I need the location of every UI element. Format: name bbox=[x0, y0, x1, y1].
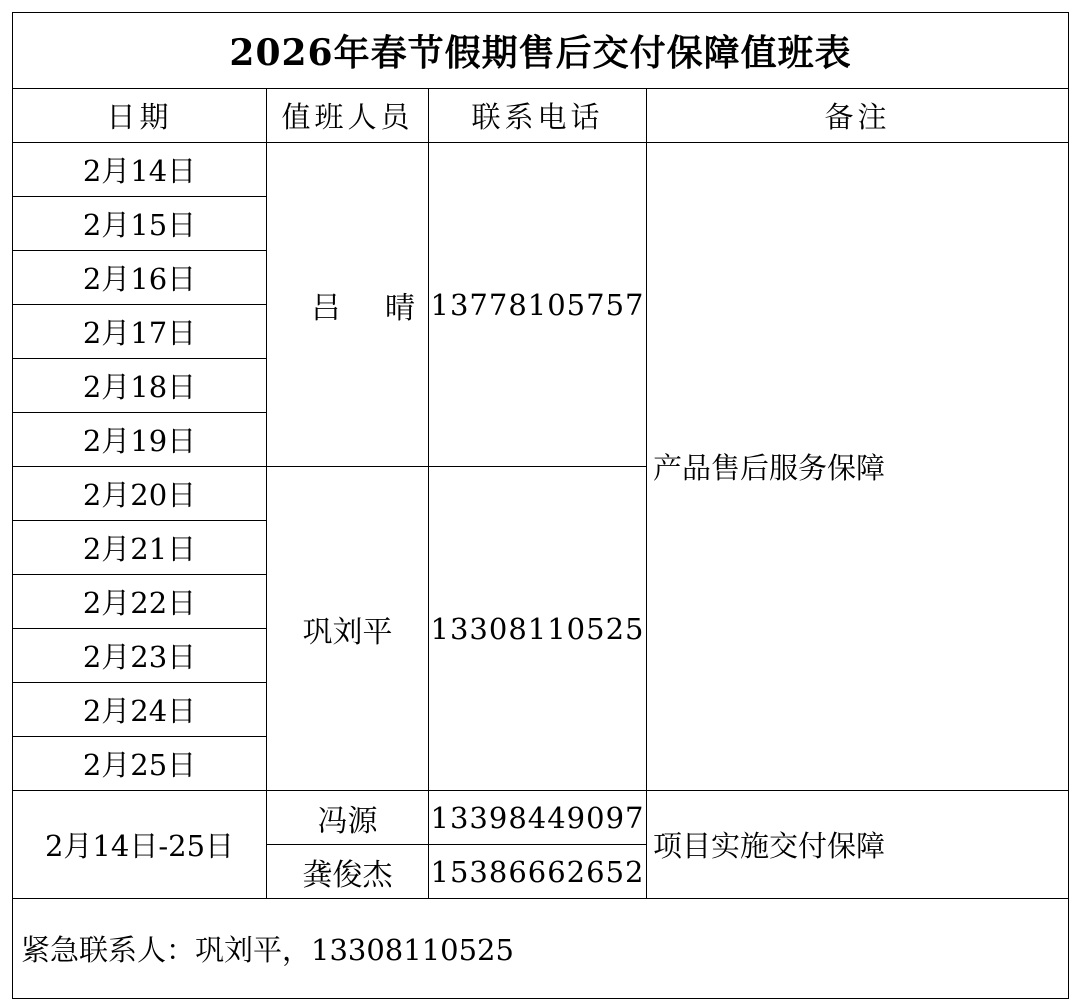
date-cell: 2月24日 bbox=[13, 683, 267, 737]
project-staff-name: 冯源 bbox=[267, 791, 429, 845]
emergency-contact: 紧急联系人：巩刘平，13308110525 bbox=[13, 899, 1069, 999]
date-cell: 2月17日 bbox=[13, 305, 267, 359]
project-row bbox=[13, 791, 1069, 845]
footer-row bbox=[13, 899, 1069, 999]
project-staff-name: 龚俊杰 bbox=[267, 845, 429, 899]
header-notes: 备注 bbox=[647, 89, 1069, 143]
header-staff: 值班人员 bbox=[267, 89, 429, 143]
project-staff-phone: 15386662652 bbox=[429, 845, 647, 899]
date-cell: 2月18日 bbox=[13, 359, 267, 413]
duty-schedule-table bbox=[12, 12, 1069, 999]
project-note-cell: 项目实施交付保障 bbox=[647, 791, 1069, 899]
header-phone: 联系电话 bbox=[429, 89, 647, 143]
table-row bbox=[13, 143, 1069, 197]
date-cell: 2月16日 bbox=[13, 251, 267, 305]
header-row bbox=[13, 89, 1069, 143]
header-date: 日期 bbox=[13, 89, 267, 143]
date-cell: 2月14日 bbox=[13, 143, 267, 197]
title-row bbox=[13, 13, 1069, 89]
staff-name-cell: 巩刘平 bbox=[267, 467, 429, 791]
after-sales-note-cell: 产品售后服务保障 bbox=[647, 143, 1069, 791]
staff-phone-cell: 13778105757 bbox=[429, 143, 647, 467]
date-cell: 2月20日 bbox=[13, 467, 267, 521]
date-cell: 2月15日 bbox=[13, 197, 267, 251]
staff-phone-cell: 13308110525 bbox=[429, 467, 647, 791]
date-cell: 2月22日 bbox=[13, 575, 267, 629]
staff-name-cell: 吕晴 bbox=[267, 143, 429, 467]
project-date-range: 2月14日-25日 bbox=[13, 791, 267, 899]
date-cell: 2月21日 bbox=[13, 521, 267, 575]
date-cell: 2月25日 bbox=[13, 737, 267, 791]
date-cell: 2月19日 bbox=[13, 413, 267, 467]
table-title: 2026年春节假期售后交付保障值班表 bbox=[13, 13, 1069, 89]
project-staff-phone: 13398449097 bbox=[429, 791, 647, 845]
date-cell: 2月23日 bbox=[13, 629, 267, 683]
